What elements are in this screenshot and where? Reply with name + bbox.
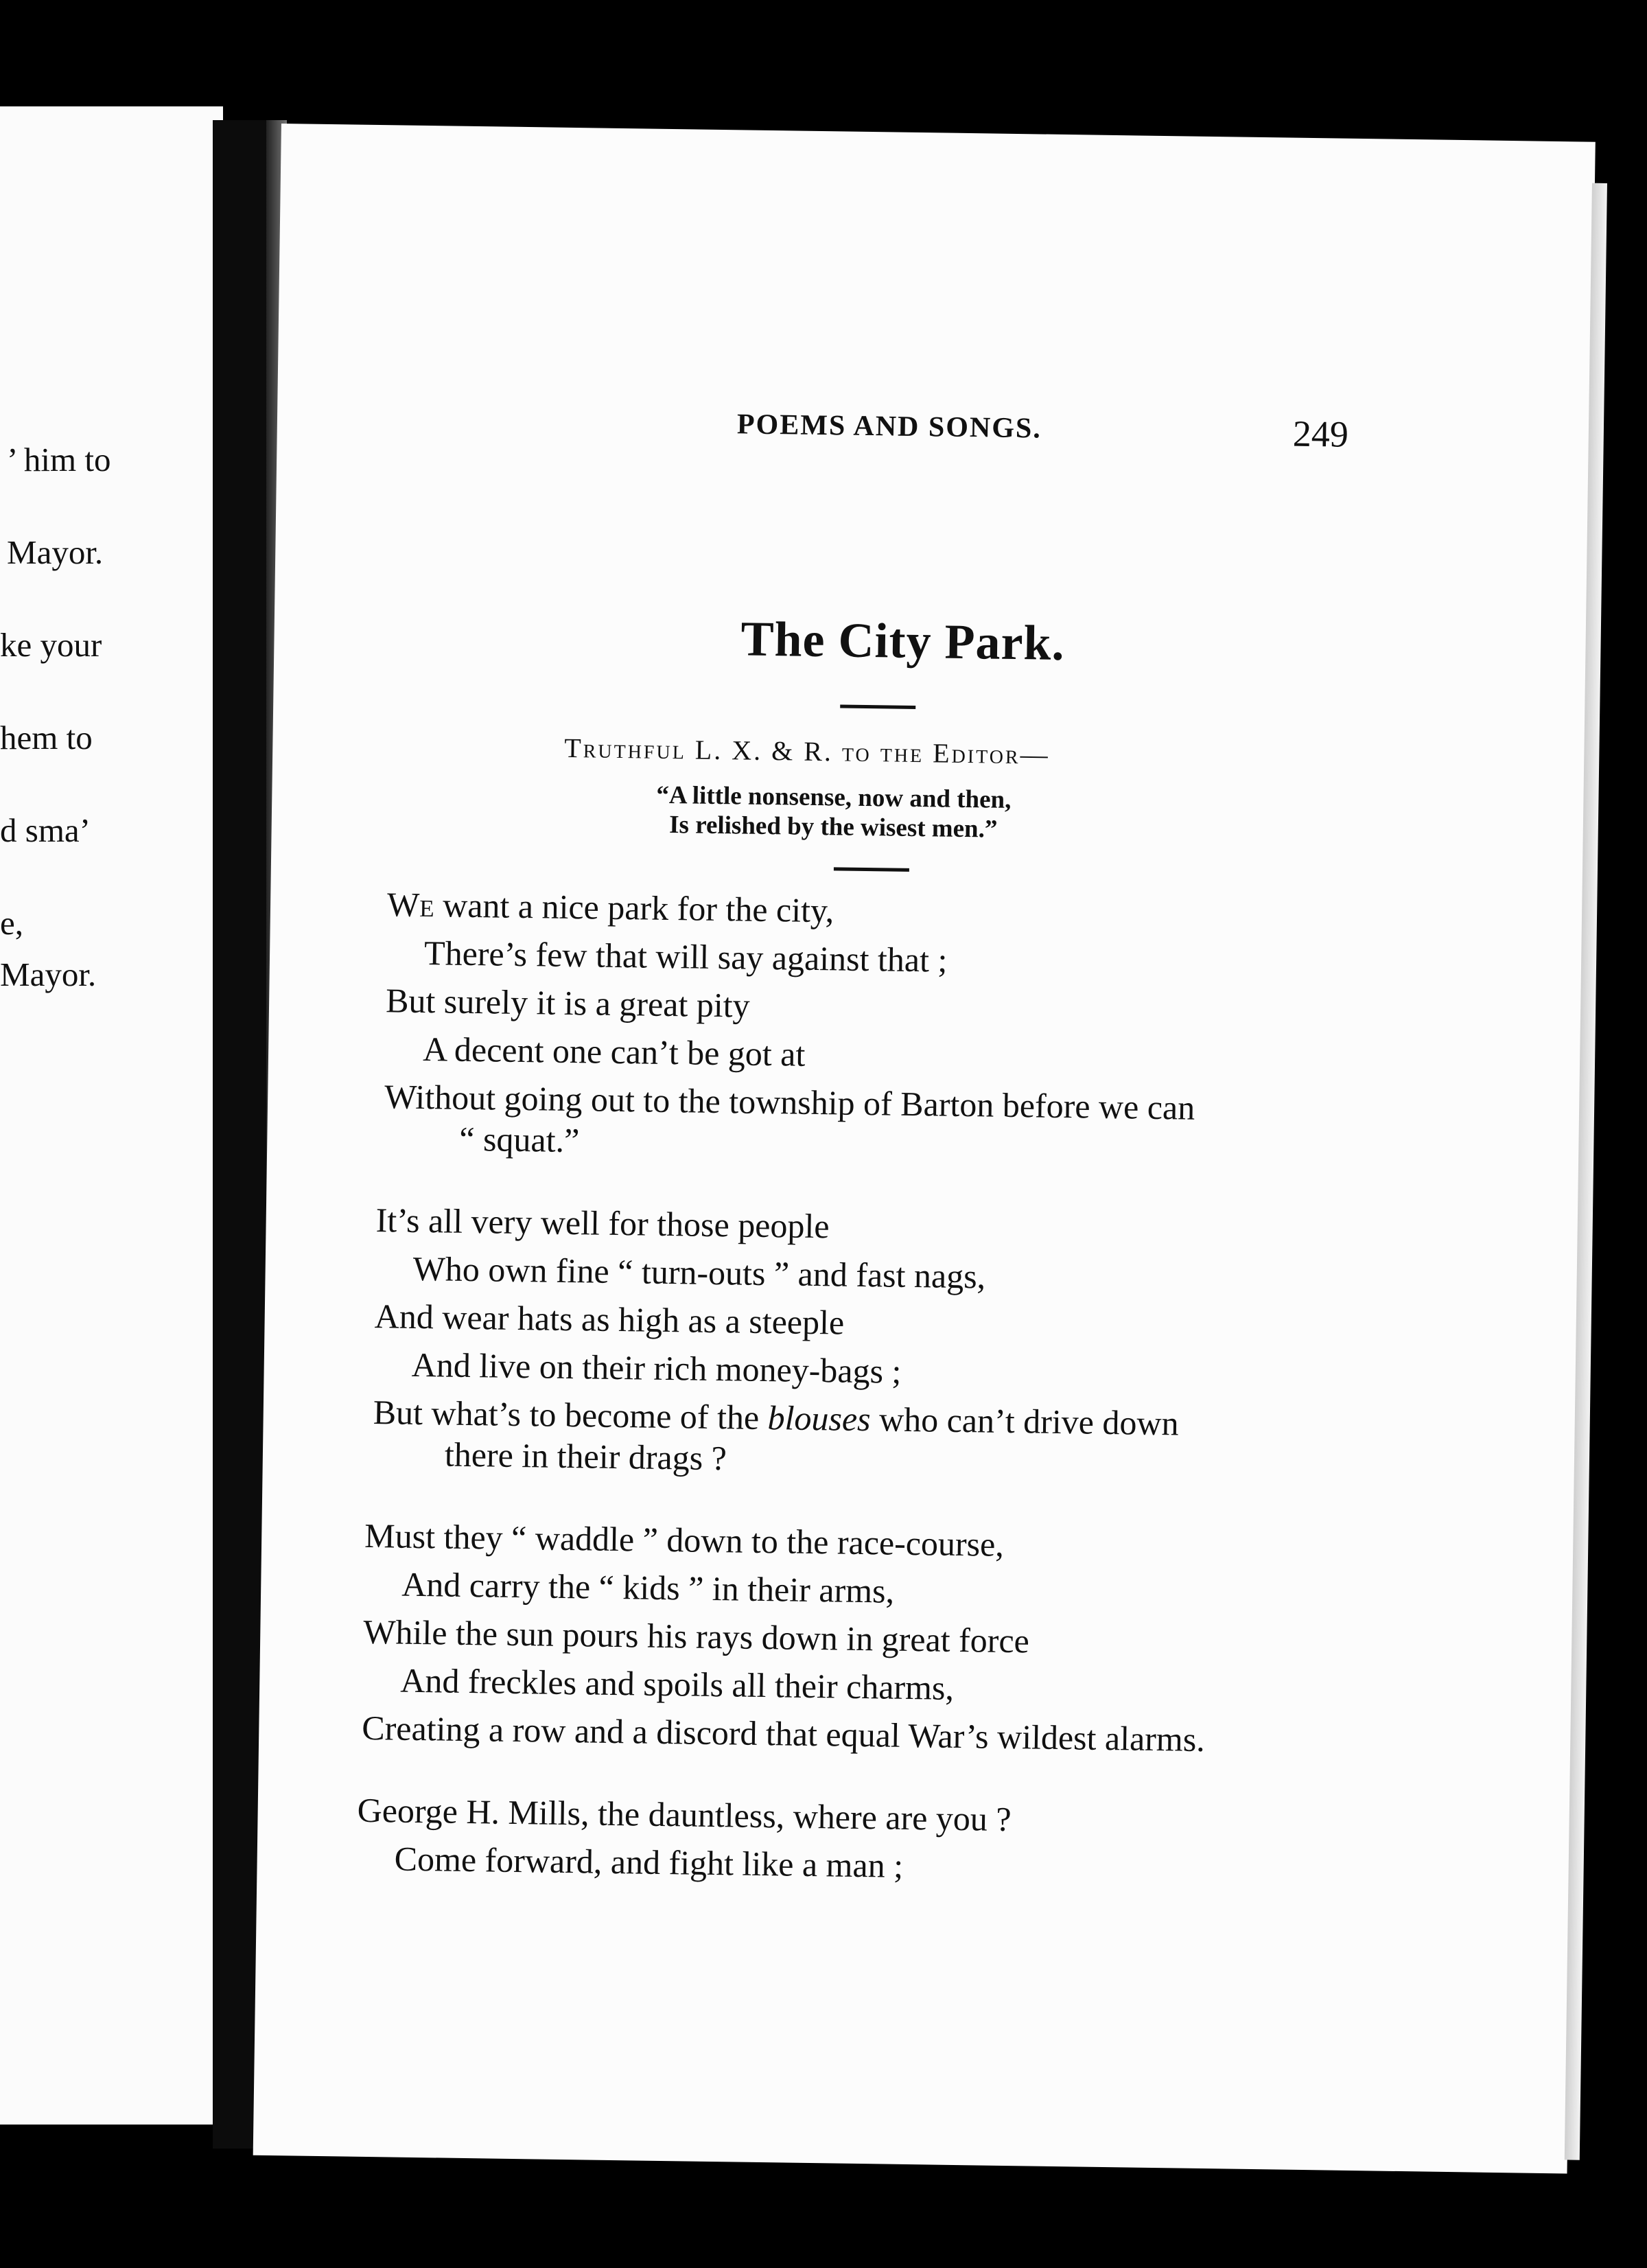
left-page-line: Mayor. [0, 956, 97, 993]
poem-line: A decent one can’t be got at [422, 1030, 806, 1074]
poem-line [373, 1393, 1179, 1443]
poem-line: Come forward, and fight like a man ; [394, 1839, 904, 1885]
left-page-line: Mayor. [7, 533, 104, 571]
poem-line: Creating a row and a discord that equal War’s wildest alarms. [361, 1708, 1206, 1759]
poem-line: While the sun pours his rays down in great force [362, 1612, 1030, 1660]
title-rule [840, 704, 915, 709]
poem-line: Without going out to the township of Barton before we can [384, 1077, 1195, 1127]
poem-line: “ squat.” [458, 1119, 580, 1160]
poem-title: The City Park. [740, 611, 1066, 671]
poem-first-word: We [386, 885, 435, 925]
left-page-line: ’ him to [7, 441, 111, 478]
poem-line-text: want a nice park for the city, [434, 886, 834, 930]
poem-line [386, 885, 834, 930]
poem-line: Must they “ waddle ” down to the race-course, [364, 1516, 1005, 1564]
poem-italic-word: blouses [767, 1398, 872, 1439]
epigraph [655, 781, 1011, 844]
poem-line: And carry the “ kids ” in their arms, [401, 1564, 895, 1610]
poem-line: It’s all very well for those people [375, 1201, 830, 1246]
running-head: POEMS AND SONGS. [736, 408, 1042, 445]
poem-line: there in their drags ? [444, 1435, 727, 1478]
poem-line-text: who can’t drive down [870, 1400, 1179, 1443]
page-number: 249 [1292, 413, 1349, 455]
dedication: Truthful L. X. & R. to the Editor— [564, 732, 1050, 770]
poem-line: But surely it is a great pity [385, 981, 750, 1025]
poem-line: Who own fine “ turn-outs ” and fast nags, [412, 1249, 986, 1296]
left-page-line: ke your [0, 626, 102, 664]
poem-line: And wear hats as high as a steeple [374, 1297, 845, 1342]
poem-line: And freckles and spoils all their charms, [399, 1660, 955, 1707]
poem-line: And live on their rich money-bags ; [411, 1345, 902, 1391]
left-page-line: e, [0, 904, 23, 942]
epigraph-line: Is relished by the wisest men.” [668, 810, 998, 844]
poem-line: George H. Mills, the dauntless, where are you ? [357, 1790, 1012, 1839]
right-page [253, 124, 1596, 2173]
epigraph-rule [834, 867, 909, 872]
epigraph-line: “A little nonsense, now and then, [656, 780, 1012, 814]
left-page-line: hem to [0, 719, 93, 756]
left-page [0, 106, 223, 2125]
poem-line: There’s few that will say against that ; [423, 934, 948, 980]
page-edge [1565, 183, 1607, 2160]
left-page-line: d sma’ [0, 811, 91, 849]
poem-line-text: But what’s to become of the [373, 1393, 769, 1437]
